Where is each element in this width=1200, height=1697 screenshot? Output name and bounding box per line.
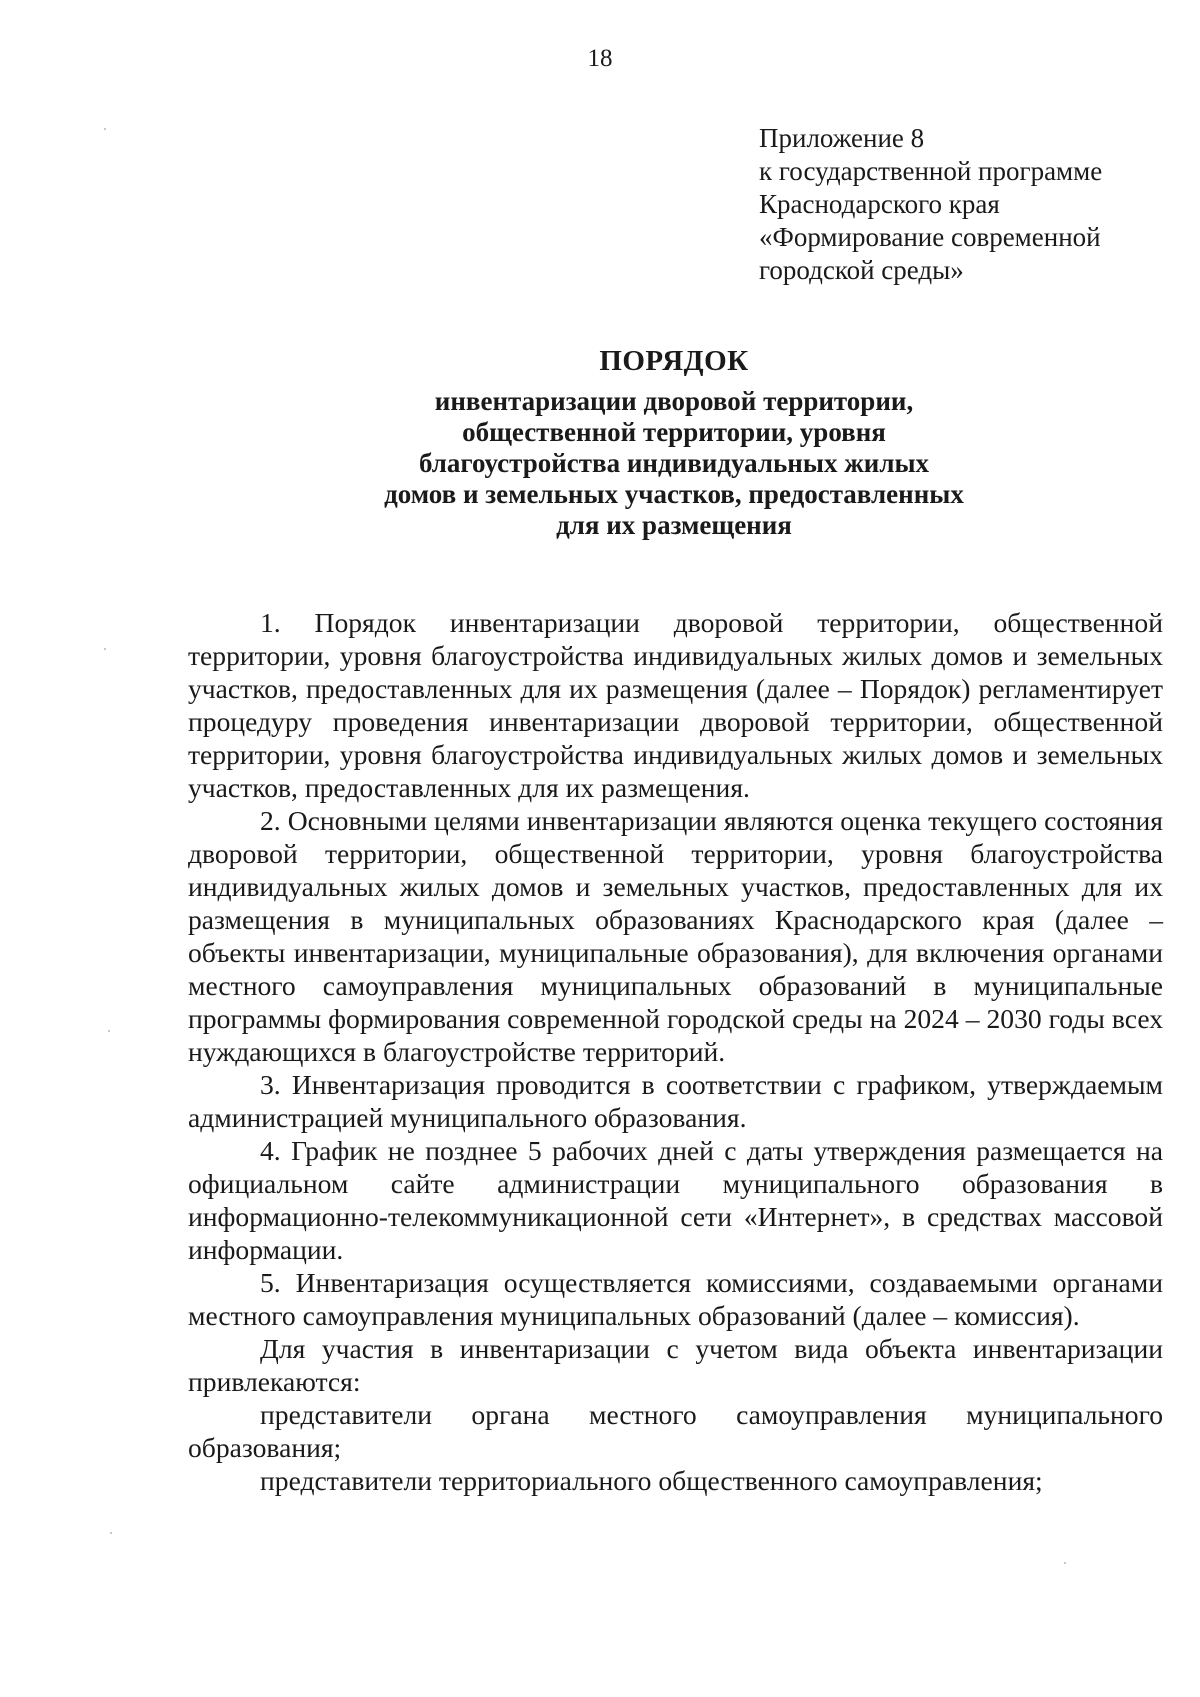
subtitle-line: общественной территории, уровня	[462, 417, 886, 447]
scan-speck	[110, 1532, 112, 1534]
appendix-line: городской среды»	[759, 255, 964, 285]
subtitle-line: домов и земельных участков, предоставленных	[384, 479, 964, 509]
appendix-note	[759, 122, 1102, 287]
subtitle-line: инвентаризации дворовой территории,	[434, 386, 914, 416]
document-body	[188, 606, 1163, 1497]
subtitle-line: для их размещения	[556, 510, 792, 540]
scan-speck	[108, 1030, 110, 1032]
list-item-municipal-representatives: представители органа местного самоуправления муниципального образования;	[188, 1399, 1163, 1463]
appendix-line: «Формирование современной	[759, 222, 1101, 252]
appendix-line: Краснодарского края	[759, 189, 1000, 219]
subtitle-line: благоустройства индивидуальных жилых	[418, 448, 930, 478]
paragraph-participants-intro: Для участия в инвентаризации с учетом вида объекта инвентаризации привлекаются:	[188, 1333, 1163, 1397]
paragraph-4: 4. График не позднее 5 рабочих дней с даты утверждения размещается на официальном сайте администрации муниципального образования в информационно-телекоммуникационной сети «Интернет», в средствах массовой информации.	[188, 1135, 1163, 1265]
appendix-line: Приложение 8	[759, 123, 925, 153]
document-title-block	[0, 342, 1200, 541]
scan-speck	[1064, 1562, 1066, 1564]
list-item-tos-representatives: представители территориального общественного самоуправления;	[260, 1465, 1043, 1496]
document-title: ПОРЯДОК	[599, 345, 749, 377]
appendix-line: к государственной программе	[759, 156, 1103, 186]
scan-speck	[104, 128, 106, 130]
paragraph-3: 3. Инвентаризация проводится в соответствии с графиком, утверждаемым администрацией муниципального образования.	[188, 1069, 1163, 1133]
paragraph-1: 1. Порядок инвентаризации дворовой территории, общественной территории, уровня благоустройства индивидуальных жилых домов и земельных участков, предоставленных для их размещения (далее – Порядок) регламентирует процедуру проведения инвентаризации дворовой территории, общественной территории, уровня благоустройства индивидуальных жилых домов и земельных участков, предоставленных для их размещения.	[188, 607, 1163, 803]
paragraph-5: 5. Инвентаризация осуществляется комиссиями, создаваемыми органами местного самоуправления муниципальных образований (далее – комиссия).	[188, 1267, 1163, 1331]
paragraph-2: 2. Основными целями инвентаризации являются оценка текущего состояния дворовой территории, общественной территории, уровня благоустройства индивидуальных жилых домов и земельных участков, предоставленных для их размещения в муниципальных образованиях Краснодарского края (далее – объекты инвентаризации, муниципальные образования), для включения органами местного самоуправления муниципальных образований в муниципальные программы формирования современной городской среды на 2024 – 2030 годы всех нуждающихся в благоустройстве территорий.	[188, 805, 1163, 1067]
scan-speck	[104, 648, 106, 650]
document-subtitle	[0, 386, 1200, 541]
page-number: 18	[587, 45, 613, 72]
